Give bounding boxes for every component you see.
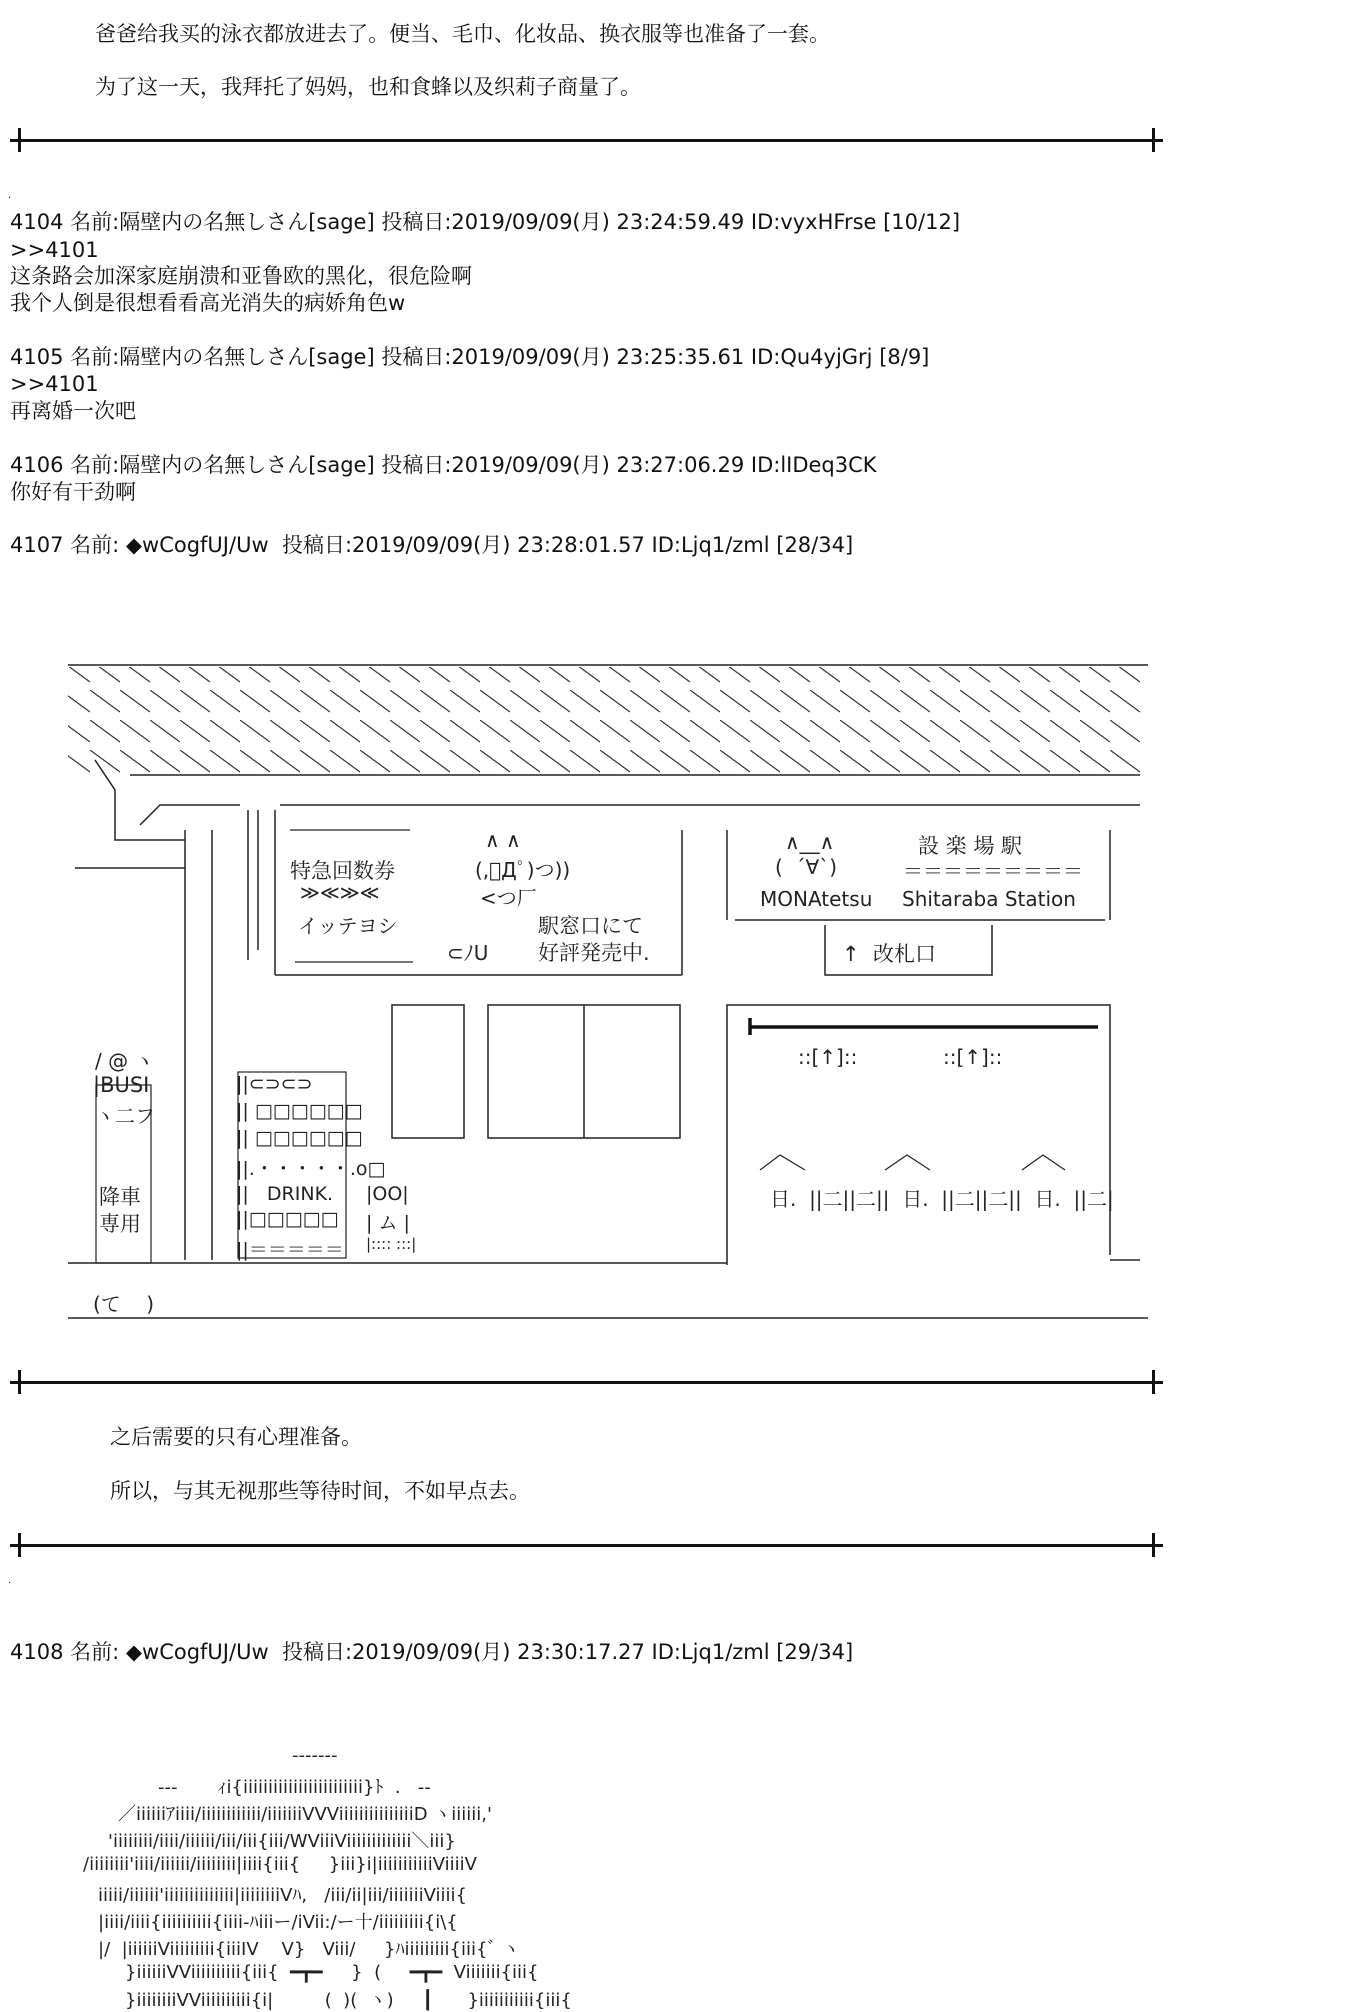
reply-link[interactable]: >>4101 [10, 372, 99, 396]
trash-can-line: |:::: :::| [366, 1235, 417, 1253]
station-name-en: Shitaraba Station [902, 887, 1076, 911]
face-line: <つ厂 [480, 886, 537, 910]
section-divider [10, 1381, 1163, 1384]
train-windows: 日. ||二||二|| 日. ||二||二|| 日. ||二| [770, 1187, 1114, 1211]
window-sign-line: 駅窓口にて [538, 914, 643, 938]
vending-machine-line: || □□□□□□ [236, 1100, 363, 1122]
post-header: 4106 名前:隔壁内の名無しさん[sage] 投稿日:2019/09/09(月) 23:27:06.29 ID:lIDeq3CK [10, 453, 877, 477]
divider-end-mark [18, 1370, 21, 1394]
divider-end-mark [1152, 1533, 1155, 1557]
station-face-line: ∧__∧ [785, 830, 835, 854]
post-body-line: 这条路会加深家庭崩溃和亚鲁欧的黑化，很危险啊 [10, 264, 472, 288]
dot-mark: . [8, 190, 12, 201]
post-header: 4107 名前: ◆wCogfUJ/Uw 投稿日:2019/09/09(月) 23:28:01.57 ID:Ljq1/zml [28/34] [10, 533, 854, 557]
post-header: 4105 名前:隔壁内の名無しさん[sage] 投稿日:2019/09/09(月) 23:25:35.61 ID:Qu4yjGrj [8/9] [10, 345, 930, 369]
vending-machine-line: ||□□□□□ [236, 1208, 339, 1230]
vending-machine-line: ||.・・・・・.o□ [236, 1158, 386, 1180]
station-name: 設 楽 場 駅 [918, 834, 1023, 858]
narration-line: 之后需要的只有心理准备。 [110, 1425, 362, 1449]
bus-stop-label: 降車 [99, 1185, 141, 1209]
post-header: 4108 名前: ◆wCogfUJ/Uw 投稿日:2019/09/09(月) 23:30:17.27 ID:Ljq1/zml [29/34] [10, 1640, 854, 1664]
dot-mark: . [8, 1575, 12, 1586]
divider-end-mark [1152, 128, 1155, 152]
face-line: ∧ ∧ [485, 828, 521, 852]
girl-art-line: |/ |iiiiiiViiiiiiiii{iiiIV V} Viii/ }ﾊiiiiiiiii{iii{ﾞ ヽ [98, 1939, 521, 1960]
girl-art-line: iiiii/iiiiii'iiiiiiiiiiiiii|iiiiiiiiVﾊ, /iii/ii|iii/iiiiiiiViiii{ [98, 1885, 467, 1906]
vending-machine-line: || □□□□□□ [236, 1127, 363, 1149]
bus-sign-line: / @ ヽ [95, 1049, 155, 1073]
section-divider [10, 139, 1163, 142]
vending-machine-line: || DRINK. [236, 1183, 334, 1205]
ticket-sign-line: イッテヨシ [298, 914, 398, 938]
vending-machine-line: ||＝＝＝＝＝ [236, 1239, 344, 1261]
face-line: (,ﾟДﾟ)つ)) [475, 858, 571, 882]
bus-sign-line: ヽ二フ [95, 1104, 155, 1128]
post-body-line: 你好有干劲啊 [10, 480, 136, 504]
post-body-line: 我个人倒是很想看看高光消失的病娇角色w [10, 291, 406, 315]
station-face-line: ( ´∀`) [775, 855, 838, 879]
face-line: ⊂ﾉU [447, 941, 489, 965]
girl-art-line: --- ｨi{iiiiiiiiiiiiiiiiiiiiiiii}ﾄ . -- [158, 1777, 431, 1798]
ticket-sign-line: 特急回数券 [290, 859, 395, 883]
bus-sign-line: |BUSI [93, 1073, 150, 1097]
ticket-sign-line: ≫≪≫≪ [300, 882, 380, 904]
trash-can-line: | ム | [366, 1212, 410, 1234]
post-header: 4104 名前:隔壁内の名無しさん[sage] 投稿日:2019/09/09(月) 23:24:59.49 ID:vyxHFrse [10/12] [10, 210, 961, 234]
narration-line: 为了这一天，我拜托了妈妈，也和食蜂以及织莉子商量了。 [95, 75, 641, 99]
section-divider [10, 1544, 1163, 1547]
divider-end-mark [18, 128, 21, 152]
company-name: MONAtetsu [760, 887, 873, 911]
girl-art-line: }iiiiiiVViiiiiiiiii{iii{ ━┳━ } ( ━┳━ Viiiiiii{iii{ [125, 1962, 539, 1983]
station-equals: ＝＝＝＝＝＝＝＝＝ [903, 859, 1083, 883]
girl-art-line: ------- [292, 1745, 338, 1766]
gate-sign: ↑ 改札口 [842, 942, 936, 966]
girl-art-line: 'iiiiiiii/iiii/iiiiii/iii/iii{iii/WViiiViiiiiiiiiiiii＼iii} [108, 1831, 456, 1852]
girl-art-line: ／iiiiiiｱiiii/iiiiiiiiiiii/iiiiiiiVVViiiiiiiiiiiiiiiD ヽiiiiii,' [118, 1804, 492, 1825]
girl-art-line: }iiiiiiiiVViiiiiiiiii{i| ( )( ヽ) ┃ }iiiiiiiiiii{iii{ [125, 1990, 572, 2011]
reply-link[interactable]: >>4101 [10, 238, 99, 262]
divider-end-mark [18, 1533, 21, 1557]
window-sign-line: 好評発売中. [538, 941, 650, 965]
girl-art-line: |iiii/iiii{iiiiiiiiii{iiii-ﾊiiiー/iVii:/ー十/iiiiiiiii{i\{ [98, 1912, 458, 1933]
narration-line: 爸爸给我买的泳衣都放进去了。便当、毛巾、化妆品、换衣服等也准备了一套。 [95, 22, 830, 46]
post-body-line: 再离婚一次吧 [10, 399, 136, 423]
trash-can-line: |OO| [366, 1183, 409, 1205]
platform-arrow-sign: ::[↑]:: [798, 1045, 858, 1069]
platform-arrow-sign: ::[↑]:: [943, 1045, 1003, 1069]
bus-stop-base: (て ) [93, 1292, 155, 1316]
vending-machine-line: ||⊂⊃⊂⊃ [236, 1073, 313, 1095]
narration-line: 所以，与其无视那些等待时间，不如早点去。 [110, 1479, 530, 1503]
girl-art-line: /iiiiiiii'iiii/iiiiii/iiiiiiii|iiii{iii{ }iii}i|iiiiiiiiiiiViiiiV [83, 1854, 477, 1875]
divider-end-mark [1152, 1370, 1155, 1394]
bus-stop-label: 専用 [99, 1212, 141, 1236]
roof-hatching [68, 667, 1140, 775]
